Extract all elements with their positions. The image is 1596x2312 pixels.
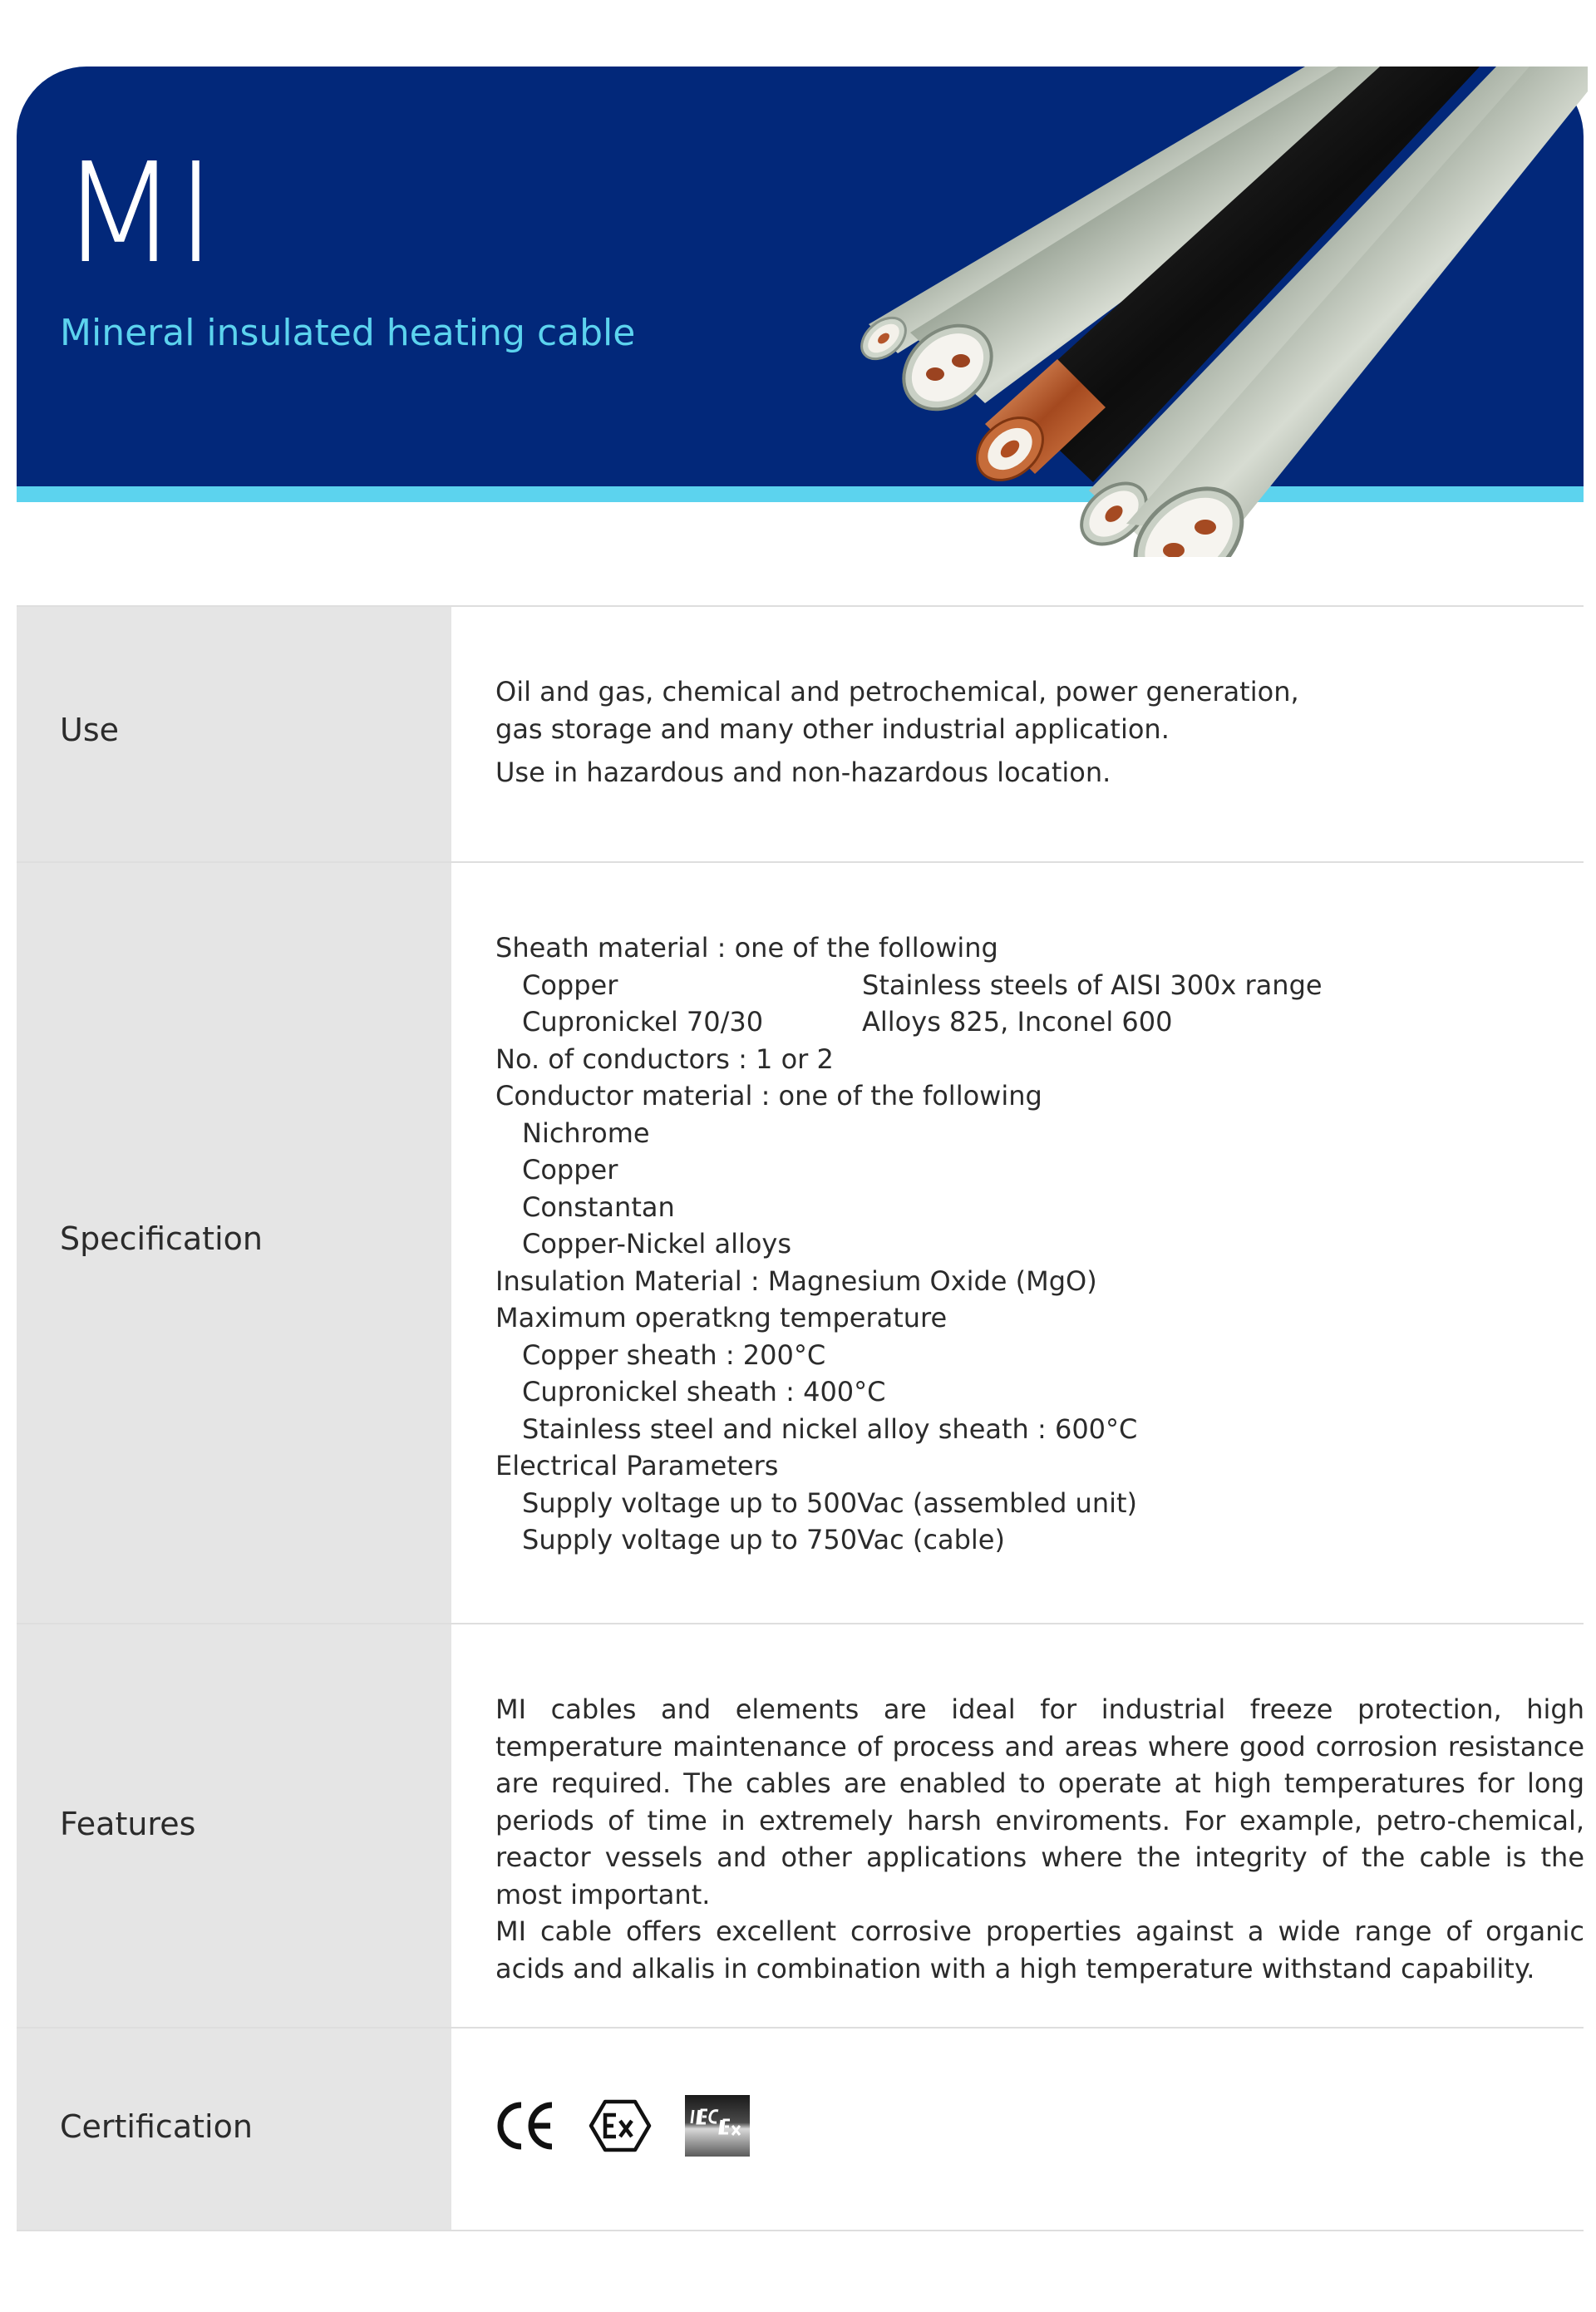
ex-mark-icon — [589, 2098, 652, 2153]
page-title: MI — [60, 134, 214, 294]
electrical-item: Supply voltage up to 750Vac (cable) — [522, 1524, 1005, 1555]
use-line: gas storage and many other industrial application. — [495, 712, 1170, 745]
conductor-item: Copper-Nickel alloys — [522, 1228, 792, 1260]
features-paragraph: MI cable offers excellent corrosive properties against a wide range of organic acids and alkalis in combination with a high temperature withstand capability. — [495, 1915, 1584, 1984]
features-label: Features — [60, 1806, 196, 1842]
use-row — [17, 605, 1584, 863]
sheath-option: Alloys 825, Inconel 600 — [862, 1006, 1173, 1038]
certification-label-cell — [17, 2029, 451, 2230]
iecex-mark-icon — [685, 2095, 750, 2157]
features-paragraph: MI cables and elements are ideal for industrial freeze protection, high temperature maintenance of process and areas where good corrosion resistance are required. The cables are enabled to operate at high temperatures for long periods of time in extremely harsh enviroments. For example, petro-chemical, reactor vessels and other applications where the integrity of the cable is the most important. — [495, 1693, 1584, 1910]
conductor-item: Constantan — [522, 1191, 675, 1223]
use-line: Oil and gas, chemical and petrochemical, power generation, — [495, 676, 1299, 707]
temperature-item: Stainless steel and nickel alloy sheath : 600°C — [522, 1412, 1138, 1445]
specification-row — [17, 861, 1584, 1624]
sheath-heading: Sheath material : one of the following — [495, 932, 998, 964]
certification-label: Certification — [60, 2108, 253, 2145]
sheath-row — [495, 967, 1323, 1004]
temperature-heading: Maximum operatkng temperature — [495, 1302, 948, 1333]
conductor-count: No. of conductors : 1 or 2 — [495, 1043, 834, 1075]
features-content — [495, 1691, 1584, 1987]
specification-content — [495, 929, 1323, 1559]
sheath-option: Cupronickel 70/30 — [522, 1006, 764, 1038]
conductor-heading: Conductor material : one of the following — [495, 1080, 1042, 1112]
conductor-item: Copper — [522, 1154, 618, 1186]
use-label-cell — [17, 607, 451, 863]
conductor-item: Nichrome — [522, 1117, 650, 1149]
use-label: Use — [60, 712, 119, 748]
temperature-item: Cupronickel sheath : 400°C — [522, 1376, 886, 1407]
page-subtitle: Mineral insulated heating cable — [60, 312, 636, 354]
features-row — [17, 1623, 1584, 2029]
features-label-cell — [17, 1624, 451, 2029]
certification-marks — [495, 2095, 750, 2157]
use-content — [495, 673, 1299, 791]
ce-mark-icon — [495, 2100, 555, 2152]
certification-row — [17, 2027, 1584, 2231]
sheath-option: Stainless steels of AISI 300x range — [862, 969, 1323, 1001]
sheath-option: Copper — [522, 969, 618, 1001]
insulation-material: Insulation Material : Magnesium Oxide (MgO) — [495, 1264, 1097, 1297]
cable-photo-illustration — [840, 58, 1588, 557]
specification-label: Specification — [60, 1220, 263, 1257]
temperature-item: Copper sheath : 200°C — [522, 1338, 826, 1371]
use-line: Use in hazardous and non-hazardous location. — [495, 757, 1111, 788]
specification-label-cell — [17, 863, 451, 1624]
sheath-row — [495, 1003, 1323, 1041]
electrical-heading: Electrical Parameters — [495, 1450, 779, 1481]
electrical-item: Supply voltage up to 500Vac (assembled unit) — [522, 1486, 1138, 1519]
